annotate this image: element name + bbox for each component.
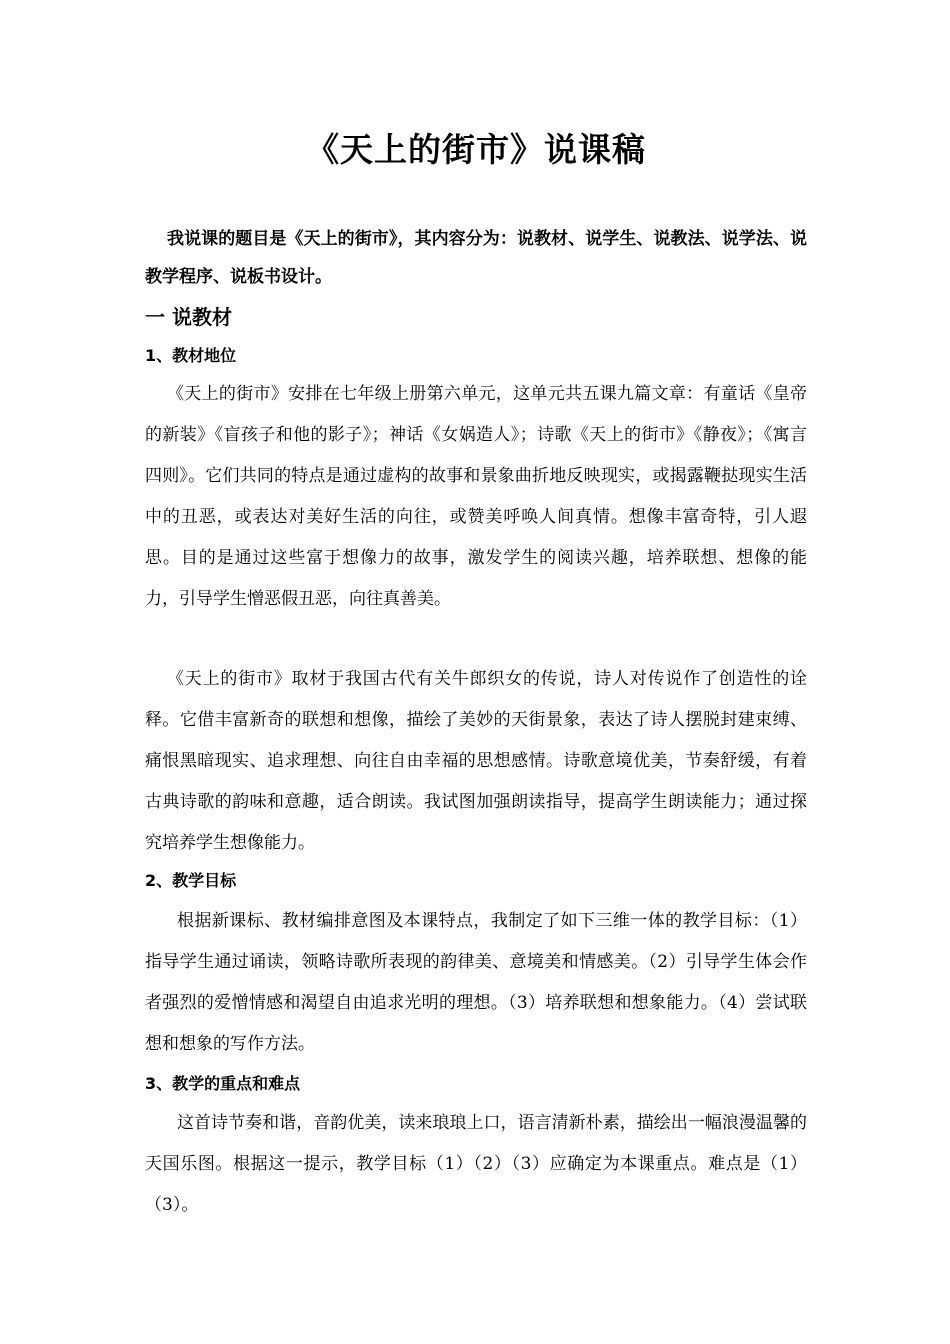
- paragraph-teaching-goals: 根据新课标、教材编排意图及本课特点，我制定了如下三维一体的教学目标：（1）指导学生通过诵读，领略诗歌所表现的韵律美、意境美和情感美。（2）引导学生体会作者强烈的爱憎情感和渴望自由追求光明的理想。（3）培养联想和想象能力。（4）尝试联想和想象的写作方法。: [145, 911, 807, 1054]
- subheading-teaching-goals: 2、教学目标: [145, 871, 237, 890]
- subheading-textbook-status: 1、教材地位: [145, 346, 237, 365]
- section-heading-textbook: 一 说教材: [145, 305, 232, 329]
- paragraph-unit-overview: 《天上的街市》安排在七年级上册第六单元，这单元共五课九篇文章：有童话《皇帝的新装》《盲孩子和他的影子》；神话《女娲造人》；诗歌《天上的街市》《静夜》；《寓言四则》。它们共同的特点是通过虚构的故事和景象曲折地反映现实，或揭露鞭挞现实生活中的丑恶，或表达对美好生活的向往，或赞美呼唤人间真情。想像丰富奇特，引人遐思。目的是通过这些富于想像力的故事，激发学生的阅读兴趣，培养联想、想像的能力，引导学生憎恶假丑恶，向往真善美。: [145, 384, 807, 609]
- document-title: 《天上的街市》说课稿: [306, 130, 646, 169]
- intro-paragraph: 我说课的题目是《天上的街市》，其内容分为：说教材、说学生、说教法、说学法、说教学程序、说板书设计。: [145, 229, 807, 287]
- paragraph-poem-analysis: 《天上的街市》取材于我国古代有关牛郎织女的传说，诗人对传说作了创造性的诠释。它借丰富新奇的联想和想像，描绘了美妙的天街景象，表达了诗人摆脱封建束缚、痛恨黑暗现实、追求理想、向往自由幸福的思想感情。诗歌意境优美，节奏舒缓，有着古典诗歌的韵味和意趣，适合朗读。我试图加强朗读指导，提高学生朗读能力；通过探究培养学生想像能力。: [145, 669, 807, 853]
- paragraph-key-points: 这首诗节奏和谐，音韵优美，读来琅琅上口，语言清新朴素，描绘出一幅浪漫温馨的天国乐图。根据这一提示，教学目标（1）（2）（3）应确定为本课重点。难点是（1）（3）。: [145, 1113, 807, 1215]
- subheading-key-points: 3、教学的重点和难点: [145, 1074, 301, 1093]
